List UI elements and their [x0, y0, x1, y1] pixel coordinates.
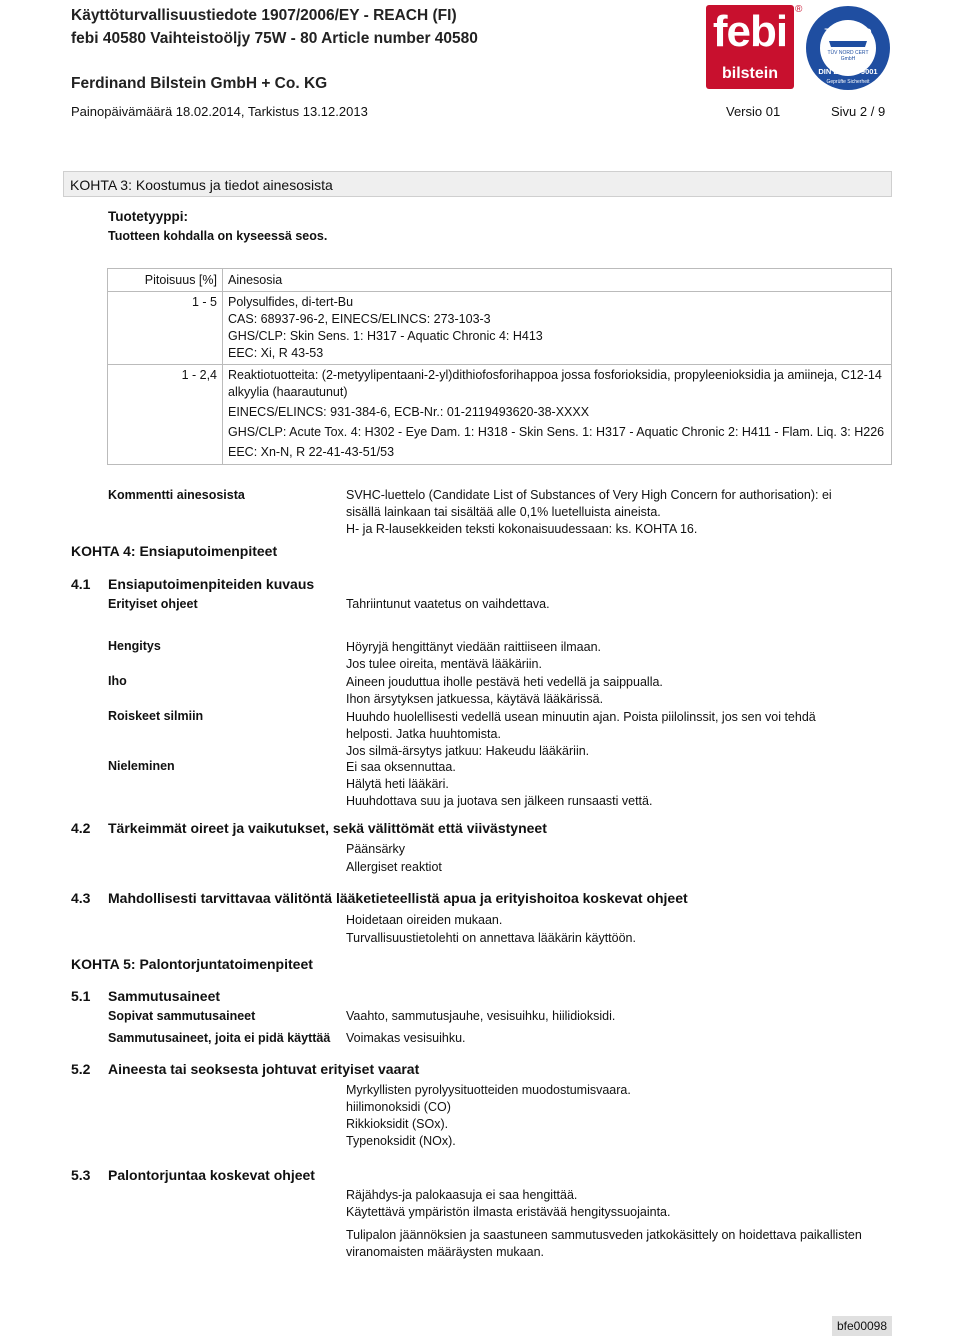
- section-5-2-number: 5.2: [71, 1061, 91, 1077]
- comment-line: H- ja R-lausekkeiden teksti kokonaisuudessaan: ks. KOHTA 16.: [346, 522, 698, 536]
- footer-code: bfe00098: [832, 1316, 892, 1336]
- tuv-ring-text: DIN EN ISO 9001: [818, 67, 878, 76]
- row-2-line: GHS/CLP: Acute Tox. 4: H302 - Eye Dam. 1: H318 - Skin Sens. 1: H317 - Aquatic Chronic 2: H411 - Flam. Liq. 3: H226: [228, 425, 885, 439]
- company-name: Ferdinand Bilstein GmbH + Co. KG: [71, 75, 328, 92]
- firefighting-advice-b: [346, 1227, 862, 1261]
- table-row: [108, 292, 892, 365]
- firefighting-advice-a: [346, 1187, 670, 1221]
- ingestion-line: Ei saa oksennuttaa.: [346, 760, 456, 774]
- advice-line: Käytettävä ympäristön ilmasta eristävää hengityssuojainta.: [346, 1205, 671, 1219]
- row-2-line: EINECS/ELINCS: 931-384-6, ECB-Nr.: 01-2119493620-38-XXXX: [228, 405, 590, 419]
- hazard-line: Typenoksidit (NOx).: [346, 1134, 456, 1148]
- bilstein-logo-text: bilstein: [721, 65, 778, 82]
- inhalation-line: Höyryjä hengittänyt viedään raittiiseen ilmaan.: [346, 640, 601, 654]
- advice-line: Tulipalon jäännöksien ja saastuneen sammutusveden jatkokäsittely on hoidettava paikallisten: [346, 1228, 862, 1242]
- treatment-line: Turvallisuustietolehti on annettava lääkärin käyttöön.: [346, 931, 636, 945]
- ingestion-line: Hälytä heti lääkäri.: [346, 777, 449, 791]
- col-header-concentration: Pitoisuus [%]: [108, 269, 223, 292]
- row-2-line: Reaktiotuotteita: (2-metyylipentaani-2-yl)dithiofosforihappoa jossa fosforioksidia, propyleenioksidia ja amiineja, C12-14 alkyylia (haarautunut): [228, 368, 882, 399]
- special-instructions-value: Tahriintunut vaatetus on vaihdettava.: [346, 597, 550, 611]
- hazard-line: hiilimonoksidi (CO): [346, 1100, 451, 1114]
- section-4-3-title: Mahdollisesti tarvittavaa välitöntä lääketieteellistä apua ja erityishoitoa koskevat ohjeet: [108, 890, 688, 906]
- comment-text: [346, 487, 886, 538]
- hazard-line: Rikkioksidit (SOx).: [346, 1117, 449, 1131]
- hazard-line: Myrkyllisten pyrolyysituotteiden muodostumisvaara.: [346, 1083, 631, 1097]
- row-2-details: [223, 365, 892, 465]
- print-dates: Painopäivämäärä 18.02.2014, Tarkistus 13.12.2013: [71, 104, 368, 119]
- hazards-text: [346, 1082, 631, 1150]
- advice-line: Räjähdys-ja palokaasuja ei saa hengittää.: [346, 1188, 578, 1202]
- section-4-3-number: 4.3: [71, 890, 91, 906]
- row-1-line: CAS: 68937-96-2, EINECS/ELINCS: 273-103-3: [228, 312, 491, 326]
- ingestion-text: [346, 759, 652, 810]
- symptoms-text: [346, 840, 442, 876]
- section-5-1-title: Sammutusaineet: [108, 988, 221, 1004]
- febi-logo: [706, 5, 794, 89]
- inhalation-line: Jos tulee oireita, mentävä lääkäriin.: [346, 657, 542, 671]
- special-instructions-label: Erityiset ohjeet: [108, 597, 198, 611]
- symptom-line: Päänsärky: [346, 842, 406, 856]
- col-header-ingredients: Ainesosia: [223, 269, 892, 292]
- product-type-value: Tuotteen kohdalla on kyseessä seos.: [108, 229, 328, 243]
- registered-mark: ®: [795, 4, 803, 15]
- row-1-line: EEC: Xi, R 43-53: [228, 346, 324, 360]
- comment-line: SVHC-luettelo (Candidate List of Substances of Very High Concern for authorisation): ei: [346, 488, 832, 502]
- eye-contact-text: [346, 709, 816, 760]
- row-2-concentration: 1 - 2,4: [108, 365, 223, 465]
- tuv-mid-text: TÜV NORD CERT GmbH: [827, 50, 869, 62]
- product-title: febi 40580 Vaihteistoöljy 75W - 80 Article number 40580: [71, 30, 478, 47]
- eye-contact-label: Roiskeet silmiin: [108, 709, 204, 723]
- row-1-line: Polysulfides, di-tert-Bu: [228, 295, 354, 309]
- skin-line: Ihon ärsytyksen jatkuessa, käytävä lääkärissä.: [346, 692, 604, 706]
- treatment-line: Hoidetaan oireiden mukaan.: [346, 913, 503, 927]
- suitable-media-value: Vaahto, sammutusjauhe, vesisuihku, hiilidioksidi.: [346, 1009, 616, 1023]
- section-4-header: KOHTA 4: Ensiaputoimenpiteet: [71, 543, 278, 559]
- advice-line: viranomaisten määräysten mukaan.: [346, 1245, 545, 1259]
- section-4-2-title: Tärkeimmät oireet ja vaikutukset, sekä välittömät että viivästyneet: [108, 820, 547, 836]
- section-5-2-title: Aineesta tai seoksesta johtuvat erityiset vaarat: [108, 1061, 420, 1077]
- comment-label: Kommentti ainesosista: [108, 488, 245, 502]
- eye-contact-line: Jos silmä-ärsytys jatkuu: Hakeudu lääkäriin.: [346, 744, 590, 758]
- version: Versio 01: [726, 104, 781, 119]
- row-2-line: EEC: Xn-N, R 22-41-43-51/53: [228, 445, 395, 459]
- row-1-concentration: 1 - 5: [108, 292, 223, 365]
- table-header-row: [108, 269, 892, 292]
- tuv-bottom-text: Geprüfte Sicherheit: [826, 79, 870, 85]
- inhalation-text: [346, 639, 601, 673]
- doc-title: Käyttöturvallisuustiedote 1907/2006/EY - REACH (FI): [71, 7, 457, 24]
- row-1-line: GHS/CLP: Skin Sens. 1: H317 - Aquatic Chronic 4: H413: [228, 329, 543, 343]
- section-5-3-title: Palontorjuntaa koskevat ohjeet: [108, 1167, 315, 1183]
- inhalation-label: Hengitys: [108, 639, 161, 653]
- unsuitable-media-label: Sammutusaineet, joita ei pidä käyttää: [108, 1031, 331, 1045]
- product-type-label: Tuotetyyppi:: [108, 209, 188, 224]
- tuv-top-text: TÜV NORD: [824, 27, 872, 37]
- composition-table: [107, 268, 892, 465]
- tuv-certification-seal: [805, 5, 891, 91]
- unsuitable-media-value: Voimakas vesisuihku.: [346, 1031, 466, 1045]
- section-4-1-title: Ensiaputoimenpiteiden kuvaus: [108, 576, 315, 592]
- febi-logo-text: febi: [712, 7, 788, 56]
- skin-line: Aineen jouduttua iholle pestävä heti vedellä ja saippualla.: [346, 675, 663, 689]
- section-5-header: KOHTA 5: Palontorjuntatoimenpiteet: [71, 956, 313, 972]
- section-4-2-number: 4.2: [71, 820, 91, 836]
- row-1-details: [223, 292, 892, 365]
- treatment-text: [346, 911, 636, 947]
- eye-contact-line: helposti. Jatka huuhtomista.: [346, 727, 501, 741]
- table-row: [108, 365, 892, 465]
- comment-line: sisällä lainkaan tai sisältää alle 0,1% luetelluista aineista.: [346, 505, 661, 519]
- section-5-1-number: 5.1: [71, 988, 91, 1004]
- ingestion-line: Huuhdottava suu ja juotava sen jälkeen runsaasti vettä.: [346, 794, 653, 808]
- section-4-1-number: 4.1: [71, 576, 91, 592]
- symptom-line: Allergiset reaktiot: [346, 860, 442, 874]
- skin-label: Iho: [108, 674, 127, 688]
- skin-text: [346, 674, 663, 708]
- section-3-header: KOHTA 3: Koostumus ja tiedot ainesosista: [63, 171, 892, 197]
- ingestion-label: Nieleminen: [108, 759, 175, 773]
- eye-contact-line: Huuhdo huolellisesti vedellä usean minuutin ajan. Poista piilolinssit, jos sen voi tehdä: [346, 710, 816, 724]
- page-number: Sivu 2 / 9: [831, 104, 886, 119]
- section-5-3-number: 5.3: [71, 1167, 91, 1183]
- suitable-media-label: Sopivat sammutusaineet: [108, 1009, 256, 1023]
